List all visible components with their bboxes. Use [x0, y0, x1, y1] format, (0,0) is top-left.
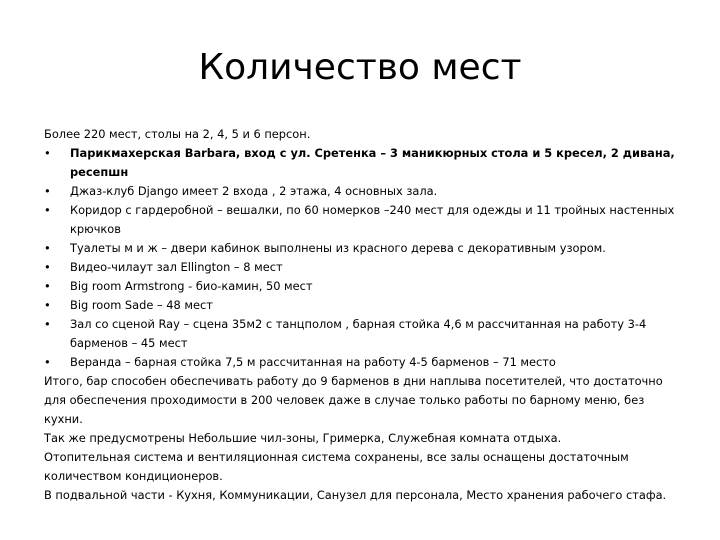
bullet-item	[44, 182, 684, 201]
bullet-item	[44, 315, 684, 353]
bullet-icon: •	[44, 279, 51, 293]
bullet-icon: •	[44, 184, 51, 198]
bullet-text: Big room Armstrong - био-камин, 50 мест	[70, 279, 313, 293]
bullet-item	[44, 239, 684, 258]
bullet-text: Коридор с гардеробной – вешалки, по 60 номерков –240 мест для одежды и 11 тройных настенных крючков	[70, 203, 675, 236]
bullet-item	[44, 201, 684, 239]
slide-body	[44, 125, 684, 505]
bullet-item	[44, 277, 684, 296]
bullet-text: Видео-чилаут зал Ellington – 8 мест	[70, 260, 283, 274]
bullet-item	[44, 296, 684, 315]
bullet-item	[44, 258, 684, 277]
bullet-icon: •	[44, 146, 51, 160]
bullet-icon: •	[44, 203, 51, 217]
summary-paragraph: Итого, бар способен обеспечивать работу до 9 барменов в дни наплыва посетителей, что достаточно для обеспечения проходимости в 200 человек даже в случае только работы по барному меню, без кухни.	[44, 374, 663, 426]
summary-paragraph: В подвальной части - Кухня, Коммуникации, Санузел для персонала, Место хранения рабочего стафа.	[44, 488, 667, 502]
bullet-text: Парикмахерская Barbara, вход с ул. Сретенка – 3 маникюрных стола и 5 кресел, 2 дивана, ресепшн	[70, 146, 675, 179]
summary-paragraph: Так же предусмотрены Небольшие чил-зоны, Гримерка, Служебная комната отдыха.	[44, 431, 562, 445]
slide-title: Количество мест	[198, 47, 522, 88]
bullet-text: Зал со сценой Ray – сцена 35м2 с танцполом , барная стойка 4,6 м рассчитанная на работу 3-4 барменов – 45 мест	[70, 317, 647, 350]
bullet-item	[44, 144, 684, 182]
bullet-item	[44, 353, 684, 372]
bullet-text: Джаз-клуб Django имеет 2 входа , 2 этажа, 4 основных зала.	[70, 184, 438, 198]
bullet-icon: •	[44, 298, 51, 312]
bullet-text: Туалеты м и ж – двери кабинок выполнены из красного дерева с декоративным узором.	[70, 241, 606, 255]
bullet-text: Big room Sade – 48 мест	[70, 298, 213, 312]
bullet-icon: •	[44, 241, 51, 255]
bullet-icon: •	[44, 317, 51, 331]
bullet-icon: •	[44, 260, 51, 274]
bullet-text: Веранда – барная стойка 7,5 м рассчитанная на работу 4-5 барменов – 71 место	[70, 355, 556, 369]
summary-paragraph: Отопительная система и вентиляционная система сохранены, все залы оснащены достаточным количеством кондиционеров.	[44, 450, 629, 483]
intro-text: Более 220 мест, столы на 2, 4, 5 и 6 персон.	[44, 127, 311, 141]
bullet-icon: •	[44, 355, 51, 369]
